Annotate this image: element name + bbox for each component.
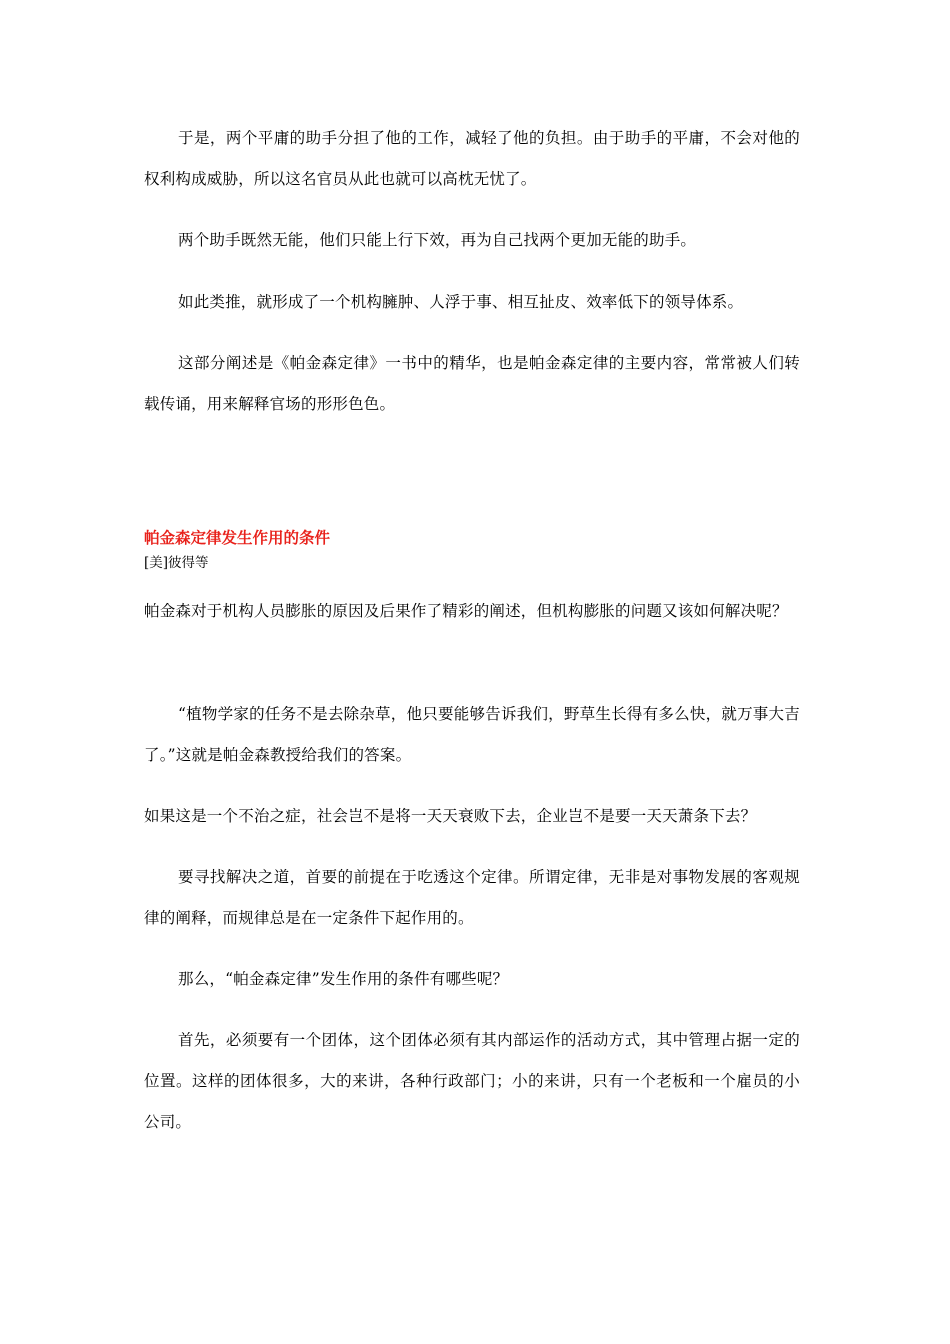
- paragraph-how-to-solve: 帕金森对于机构人员膨胀的原因及后果作了精彩的阐述，但机构膨胀的问题又该如何解决呢？: [144, 602, 788, 620]
- paragraph-incompetent-assistants: 两个助手既然无能，他们只能上行下效，再为自己找两个更加无能的助手。: [178, 231, 697, 249]
- paragraph-bloated-system: 如此类推，就形成了一个机构臃肿、人浮于事、相互扯皮、效率低下的领导体系。: [178, 293, 744, 311]
- paragraph-incurable-disease: 如果这是一个不治之症，社会岂不是将一天天衰败下去，企业岂不是要一天天萧条下去？: [144, 807, 757, 825]
- paragraph-understand-law: 要寻找解决之道，首要的前提在于吃透这个定律。所谓定律，无非是对事物发展的客观规律的阐释，而规律总是在一定条件下起作用的。: [144, 868, 800, 927]
- paragraph-assistants-share-work: 于是，两个平庸的助手分担了他的工作，减轻了他的负担。由于助手的平庸，不会对他的权利构成威胁，所以这名官员从此也就可以高枕无忧了。: [144, 129, 800, 188]
- paragraph-book-essence: 这部分阐述是《帕金森定律》一书中的精华，也是帕金森定律的主要内容，常常被人们转载传诵，用来解释官场的形形色色。: [144, 354, 800, 413]
- section-author: [美]彼得等: [144, 555, 209, 571]
- section-title: 帕金森定律发生作用的条件: [144, 529, 331, 547]
- paragraph-first-condition: 首先，必须要有一个团体，这个团体必须有其内部运作的活动方式，其中管理占据一定的位置。这样的团体很多，大的来讲，各种行政部门；小的来讲，只有一个老板和一个雇员的小公司。: [144, 1031, 800, 1131]
- paragraph-conditions-question: 那么，“帕金森定律”发生作用的条件有哪些呢？: [178, 970, 509, 988]
- paragraph-botanist-quote: “植物学家的任务不是去除杂草，他只要能够告诉我们，野草生长得有多么快，就万事大吉了。”这就是帕金森教授给我们的答案。: [144, 705, 800, 764]
